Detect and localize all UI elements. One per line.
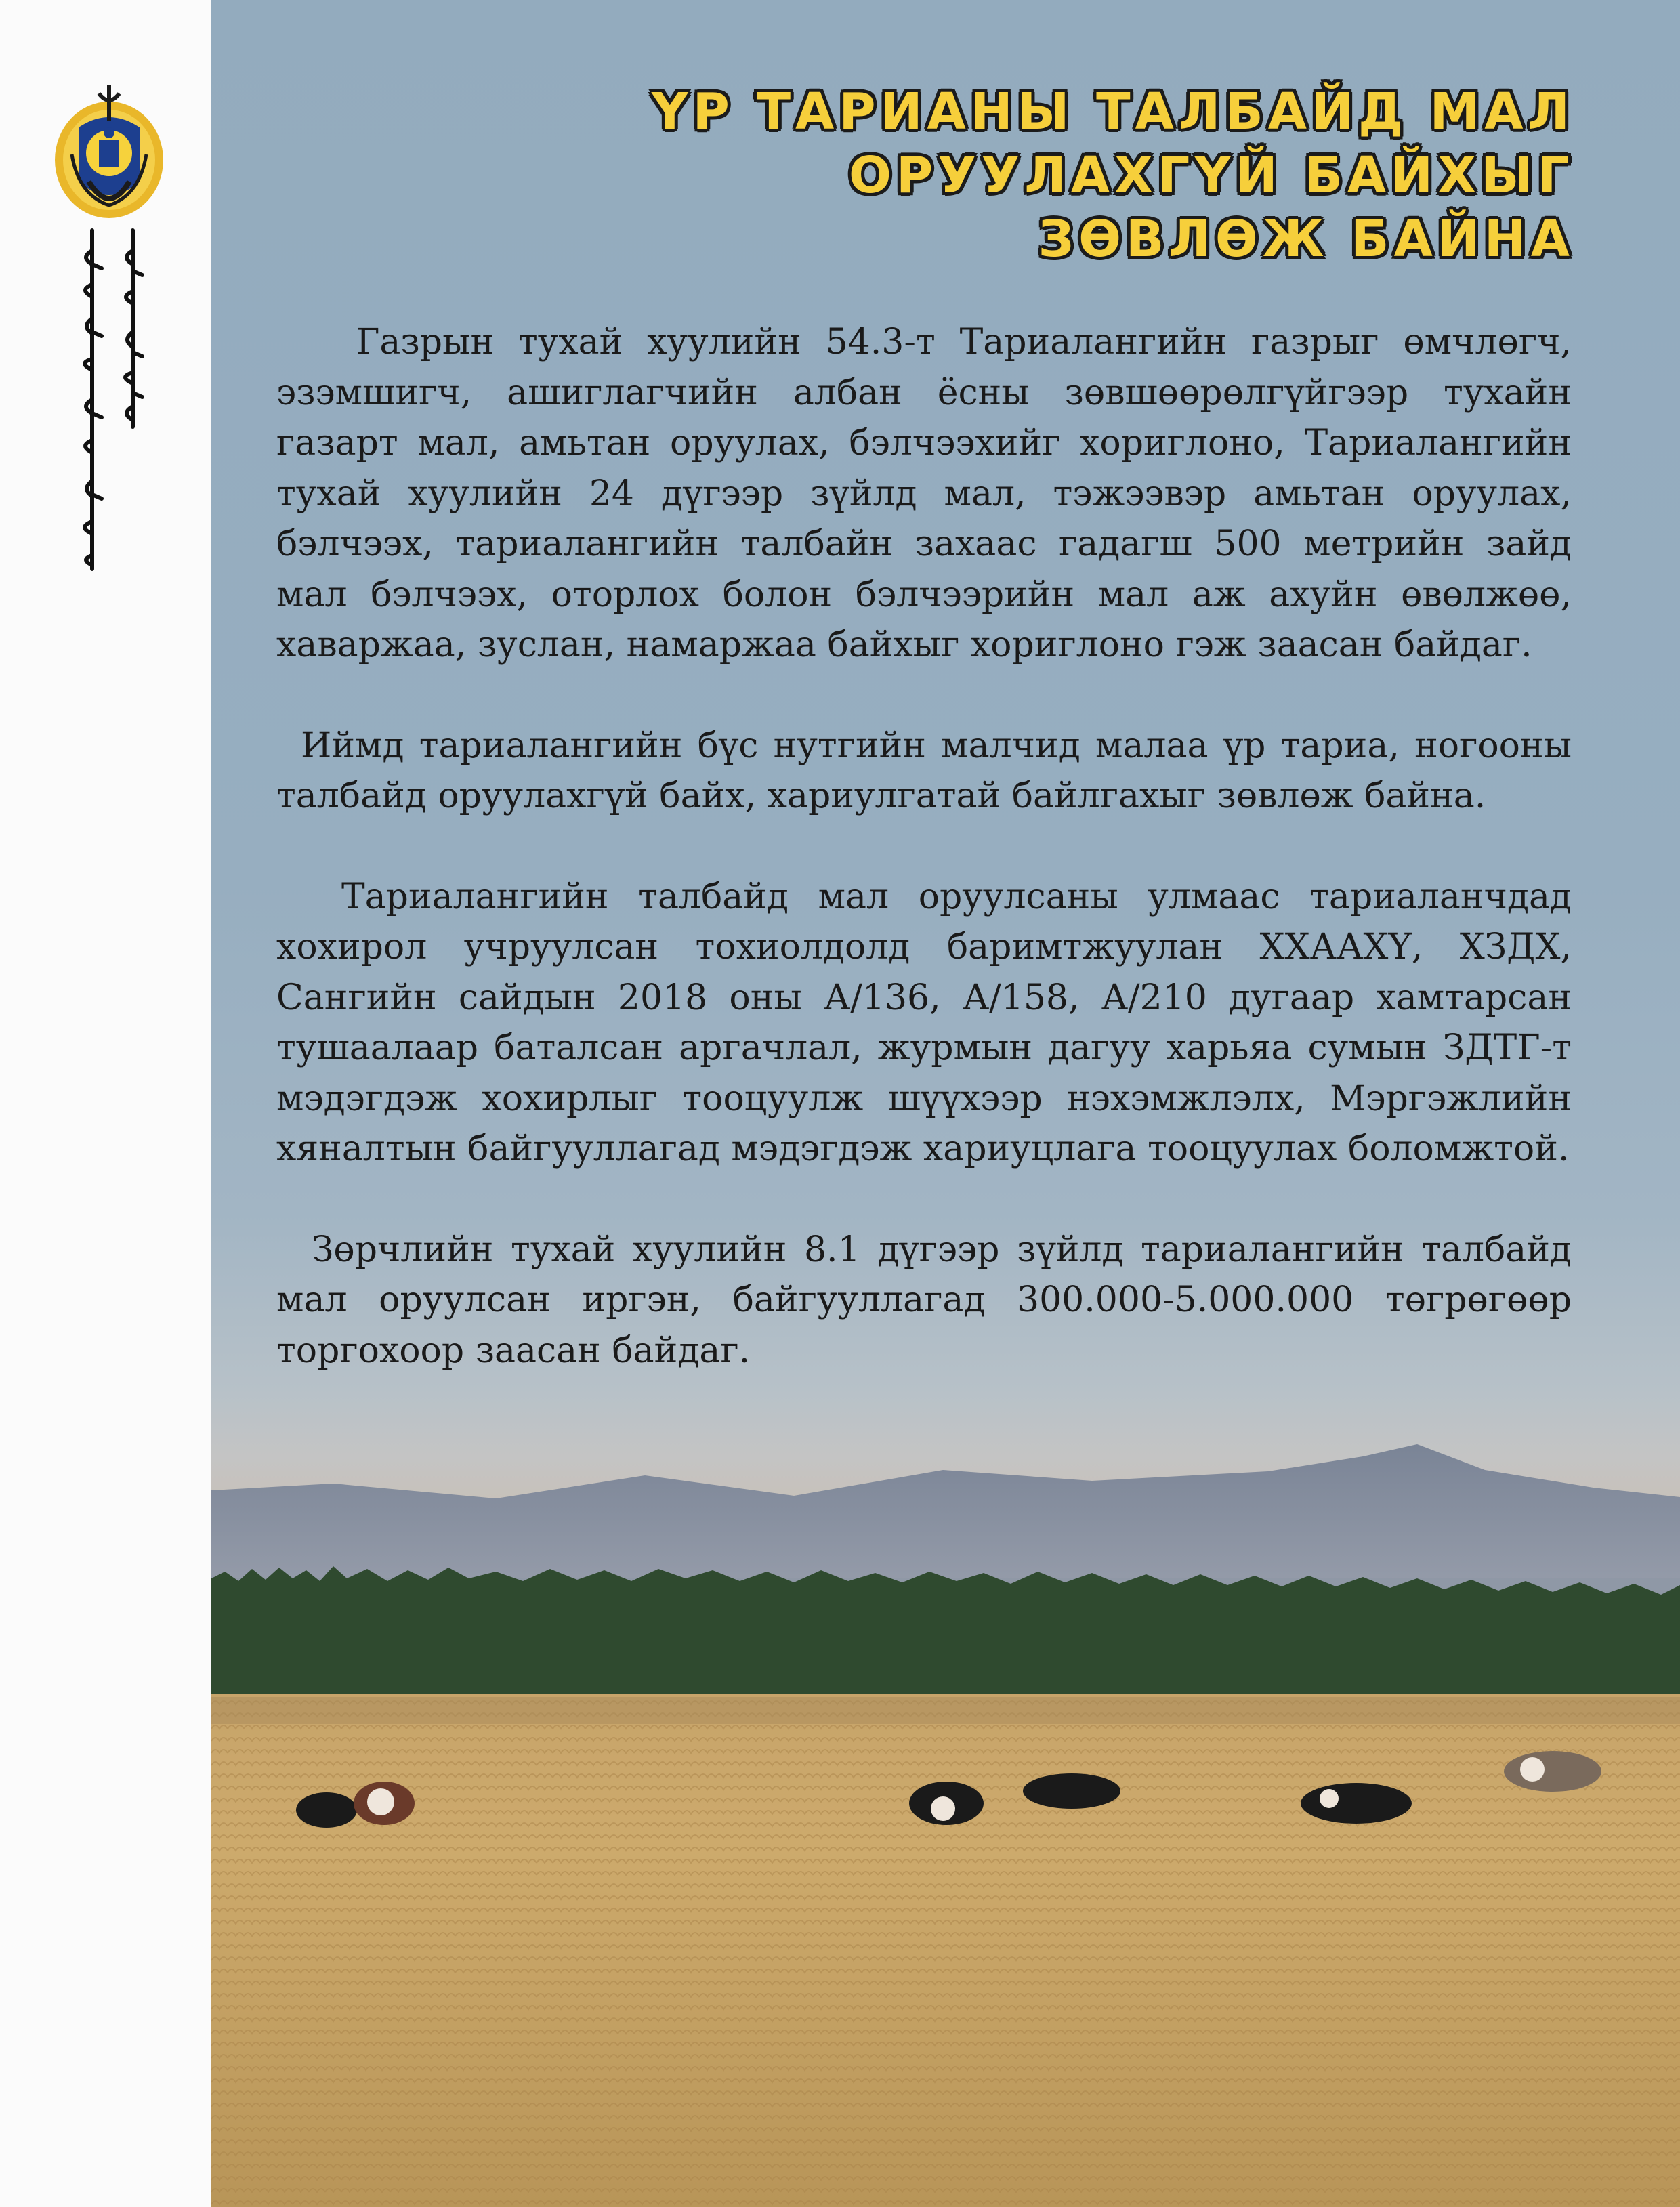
paragraph-damages: Тариалангийн талбайд мал оруулсаны улмаас тариаланчдад хохирол учруулсан тохиолдолд баримтжуулан ХХААХҮ, ХЗДХ, Сангийн сайдын 2018 оны А/136, А/158, А/210 дугаар хамтарсан тушаалаар баталсан аргачлал, журмын дагуу харьяа сумын ЗДТГ-т мэдэгдэж хохирлыг тооцуулж шүүхээр нэхэмжлэлх, Мэргэжлийн хяналтын байгууллагад мэдэгдэж хариуцлага тооцуулах боломжтой. — [276, 876, 1572, 1169]
paragraph-land-law: Газрын тухай хуулийн 54.3-т Тариалангийн газрыг өмчлөгч, эзэмшигч, ашиглагчийн албан ёсны зөвшөөрөлгүйгээр тухайн газарт мал, амьтан оруулах, бэлчээхийг хориглоно, Тариалангийн тухай хуулийн 24 дүгээр зүйлд мал, тэжээвэр амьтан оруулах, бэлчээх, тариалангийн талбайн захаас гадагш 500 метрийн зайд мал бэлчээх, оторлох болон бэлчээрийн мал аж ахуйн өвөлжөө, хаваржаа, зуслан, намаржаа байхыг хориглоно гэж заасан байдаг. — [276, 322, 1572, 665]
mongolian-script-text-icon — [73, 224, 154, 576]
title-line-3: ЗӨВЛӨЖ БАЙНА — [1038, 210, 1574, 268]
paragraph-advice: Иймд тариалангийн бүс нутгийн малчид малаа үр тариа, ногооны талбайд оруулахгүй байх, хариулгатай байлгахыг зөвлөж байна. — [276, 725, 1572, 816]
mongolian-police-emblem-icon — [51, 80, 167, 222]
sidebar — [0, 0, 211, 2207]
title-line-1: ҮР ТАРИАНЫ ТАЛБАЙД МАЛ — [652, 83, 1574, 141]
title-line-2: ОРУУЛАХГҮЙ БАЙХЫГ — [849, 146, 1574, 205]
page-title — [558, 80, 1574, 271]
paragraph-penalty: Зөрчлийн тухай хуулийн 8.1 дүгээр зүйлд тариалангийн талбайд мал оруулсан иргэн, байгууллагад 300.000-5.000.000 төгрөгөөр торгохоор заасан байдаг. — [276, 1229, 1572, 1371]
main-panel — [211, 0, 1680, 2207]
body-text — [276, 317, 1572, 1376]
